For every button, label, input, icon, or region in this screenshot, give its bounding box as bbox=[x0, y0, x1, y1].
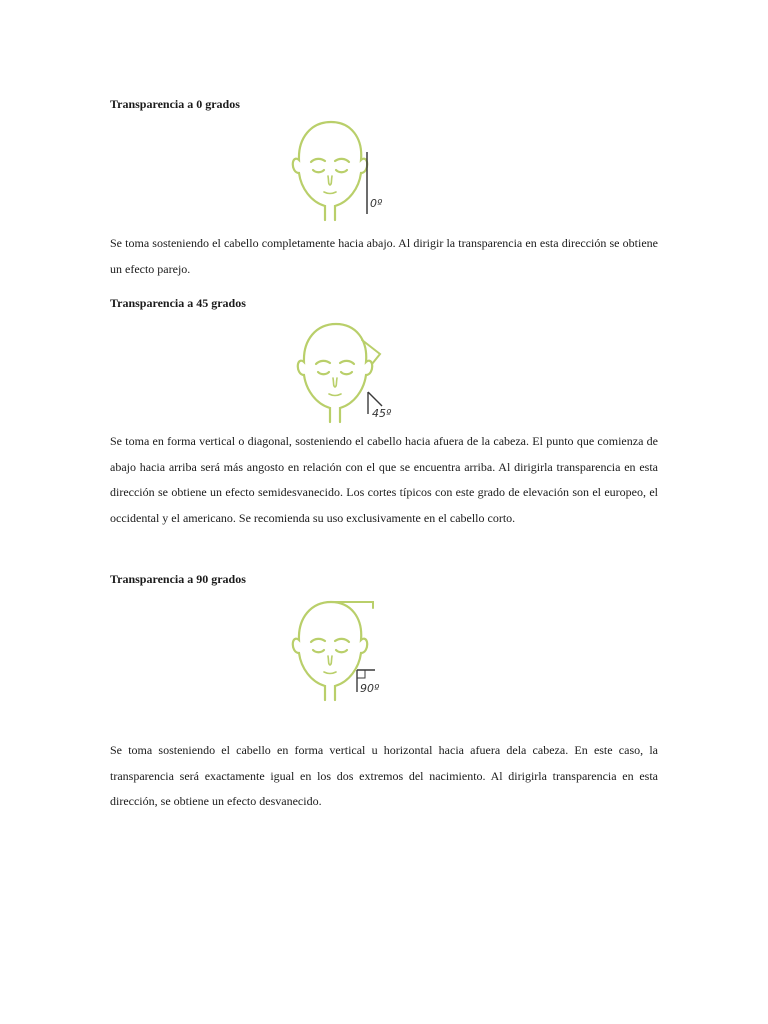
angle-label-0: 0º bbox=[370, 197, 383, 210]
angle-label-90: 90º bbox=[360, 682, 380, 695]
head-illustration-90 bbox=[285, 596, 395, 704]
head-illustration-45 bbox=[292, 318, 402, 426]
head-figure-0-degrees bbox=[285, 118, 395, 226]
head-figure-90-degrees bbox=[285, 596, 395, 704]
angle-label-45: 45º bbox=[372, 407, 392, 420]
head-illustration-0 bbox=[285, 118, 395, 226]
section-paragraph-0-degrees: Se toma sosteniendo el cabello completamente hacia abajo. Al dirigir la transparencia en esta dirección se obtiene un efecto parejo. bbox=[110, 236, 658, 276]
section-paragraph-45-degrees: Se toma en forma vertical o diagonal, sosteniendo el cabello hacia afuera de la cabeza. El punto que comienza de abajo hacia arriba será más angosto en relación con el que se encuentra arriba. Al dirigirla transparencia en esta dirección se obtiene un efecto semidesvanecido. Los cortes típicos con este grado de elevación son el europeo, el occidental y el americano. Se recomienda su uso exclusivamente en el cabello corto. bbox=[110, 434, 658, 525]
section-paragraph-90-degrees: Se toma sosteniendo el cabello en forma vertical u horizontal hacia afuera dela cabeza. En este caso, la transparencia será exactamente igual en los dos extremos del nacimiento. Al dirigirla transparencia en esta dirección, se obtiene un efecto desvanecido. bbox=[110, 743, 658, 808]
section-heading-90-degrees: Transparencia a 90 grados bbox=[110, 572, 246, 586]
head-figure-45-degrees bbox=[292, 318, 402, 426]
section-heading-0-degrees: Transparencia a 0 grados bbox=[110, 97, 240, 111]
section-heading-45-degrees: Transparencia a 45 grados bbox=[110, 296, 246, 310]
